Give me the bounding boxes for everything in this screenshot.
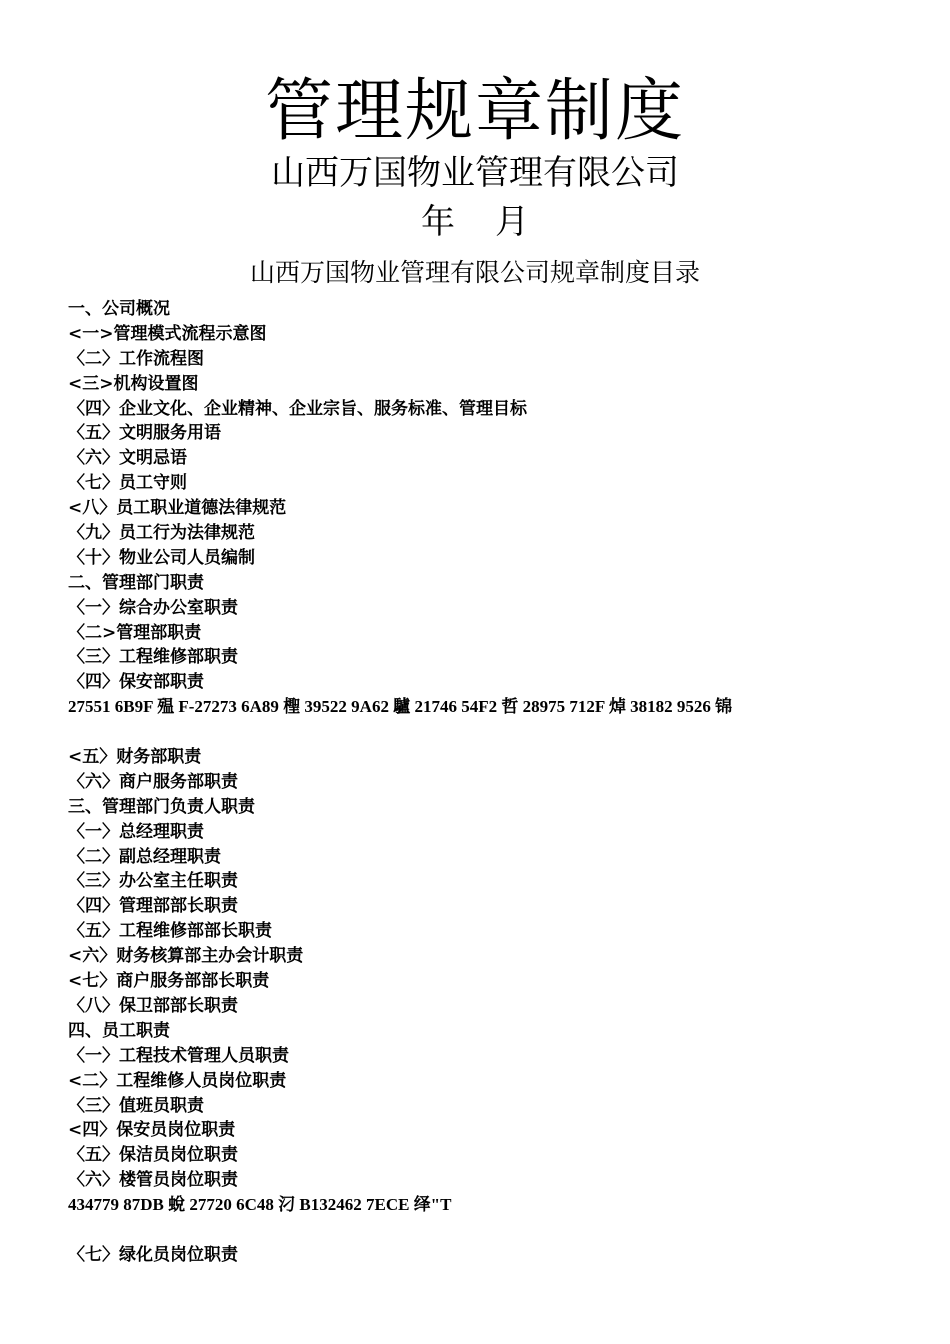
toc-item: 〈八〉保卫部部长职责 [68,995,238,1016]
garbled-code-line: 27551 6B9F 殟 F-27273 6A89 檉 39522 9A62 驢 21746 54F2 哲 28975 712F 焯 38182 9526 锦 [68,697,733,717]
toc-item: <三>机构设置图 [68,373,199,394]
toc-item: <一>管理模式流程示意图 [68,323,267,344]
toc-item: <八〉员工职业道德法律规范 [68,498,287,519]
toc-item: <六〉财务核算部主办会计职责 [68,946,304,967]
toc-item: <七〉商户服务部部长职责 [68,971,270,992]
toc-item: 〈三〉值班员职责 [68,1095,204,1116]
toc-item: 四、员工职责 [68,1020,170,1041]
toc-item: 三、管理部门负责人职责 [68,796,255,817]
toc-item: 〈五〉文明服务用语 [68,423,221,444]
company-name: 山西万国物业管理有限公司 [271,153,679,193]
toc-item: 〈六〉商户服务部职责 [68,771,238,792]
toc-item: <四〉保安员岗位职责 [68,1120,236,1141]
toc-item: 〈一〉总经理职责 [68,821,204,842]
toc-item: 〈九〉员工行为法律规范 [68,523,255,544]
table-of-contents [68,297,928,1268]
toc-item: 〈五〉工程维修部部长职责 [68,921,272,942]
toc-item: 〈三〉工程维修部职责 [68,647,238,668]
toc-item: 〈四〉企业文化、企业精神、企业宗旨、服务标准、管理目标 [68,398,527,419]
toc-item: 〈六〉楼管员岗位职责 [68,1170,238,1191]
toc-item: 二、管理部门职责 [68,572,204,593]
toc-item: 〈二>管理部职责 [68,622,202,643]
toc-item: 〈六〉文明忌语 [68,448,187,469]
toc-item: 〈七〉绿化员岗位职责 [68,1244,238,1265]
toc-item: 〈七〉员工守则 [68,473,187,494]
toc-item: 〈五〉保洁员岗位职责 [68,1145,238,1166]
toc-item: <五〉财务部职责 [68,747,202,768]
toc-item: 〈一〉综合办公室职责 [68,597,238,618]
toc-item: 〈二〉副总经理职责 [68,846,221,867]
toc-item: 〈二〉工作流程图 [68,348,204,369]
toc-item: 一、公司概况 [68,299,170,319]
date-month: 月 [495,202,529,242]
toc-item: 〈三〉办公室主任职责 [68,871,238,892]
blank-line [68,720,928,745]
toc-title: 山西万国物业管理有限公司规章制度目录 [249,258,700,287]
toc-item: 〈一〉工程技术管理人员职责 [68,1045,289,1066]
date-line [0,199,950,245]
date-year: 年 [421,202,455,242]
document-title: 管理规章制度 [264,72,685,151]
toc-item: 〈四〉保安部职责 [68,672,204,693]
toc-item: <二〉工程维修人员岗位职责 [68,1070,287,1091]
toc-item: 〈十〉物业公司人员编制 [68,547,255,568]
garbled-code-line: 434779 87DB 蛻 27720 6C48 汈 B132462 7ECE 绎"T [68,1195,452,1215]
toc-item: 〈四〉管理部部长职责 [68,896,238,917]
blank-line [68,1218,928,1243]
